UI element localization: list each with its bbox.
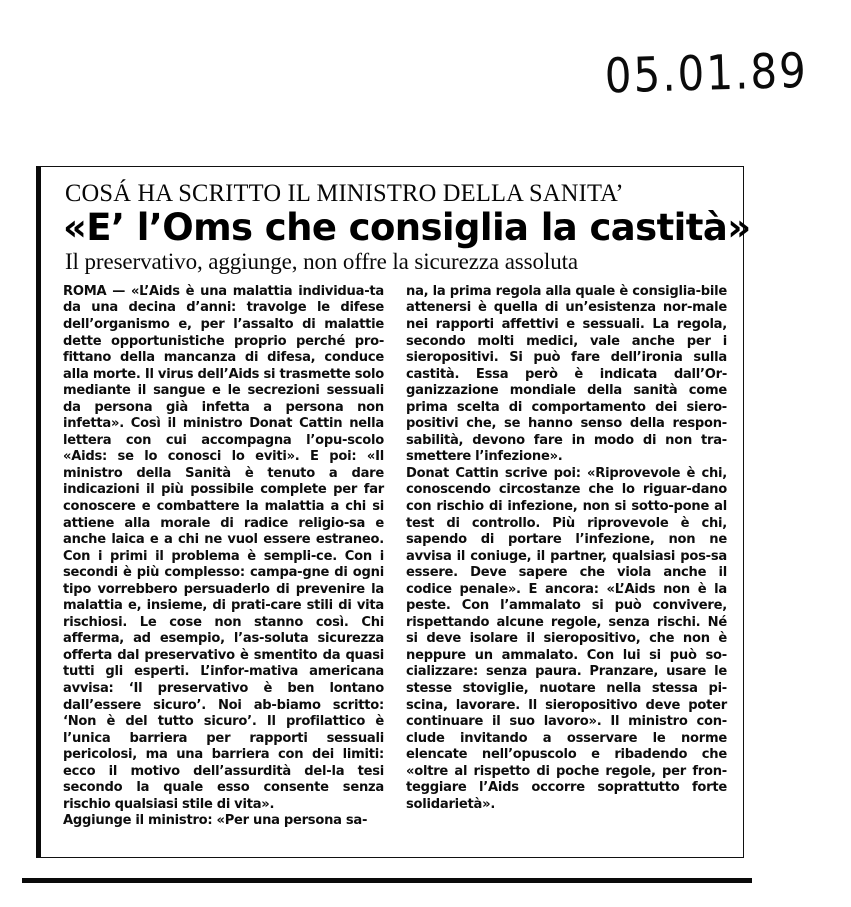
body-column-left: [63, 284, 384, 830]
newspaper-clipping: [36, 166, 751, 858]
body-paragraph: Donat Cattin scrive poi: «Riprovevole è chi, conoscendo circostanze che lo riguar-dano con rischio di infezione, non si sotto-pone al test di controllo. Più riprovevole è chi, sapendo di portare l’infezione, non ne avvisa il coniuge, il partner, qualsiasi pos-sa essere. Deve sapere che viola anche il codice penale». E ancora: «L’Aids non è la peste. Con l’ammalato si può convivere, rispettando alcune regole, senza rischi. Né si deve isolare il sieropositivo, che non è neppure un ammalato. Con lui si può so-cializzare: senza paura. Pranzare, usare le stesse stoviglie, nuotare nella stessa pi-scina, lavorare. Il sieropositivo deve poter continuare il suo lavoro». Il ministro con-clude invitando a osservare le norme elencate nell’opuscolo e ribadendo che «oltre al rispetto di poche regole, per fron-teggiare l’Aids occorre soprattutto forte solidarietà».: [406, 465, 727, 812]
handwritten-date-stamp: 05.01.89: [604, 42, 809, 104]
clipping-inner: [41, 167, 751, 836]
body-column-right: [406, 284, 727, 830]
body-paragraph: Aggiunge il ministro: «Per una persona sa-: [63, 813, 368, 829]
body-paragraph: na, la prima regola alla quale è consiglia-bile attenersi è quella di un’esistenza nor-male nei rapporti affettivi e sessuali. La regola, secondo molti medici, vale anche per i sieropositivi. Si può fare dell’ironia sulla castità. Essa però è indicata dall’Or-ganizzazione mondiale della sanità come prima scelta di comportamento dei siero-positivi che, se hanno senso della respon-sabilità, devono fare in modo di non tra-smettere l’infezione».: [406, 283, 727, 465]
page-bottom-rule: [22, 878, 752, 883]
article-subhead: Il preservativo, aggiunge, non offre la sicurezza assoluta: [65, 248, 578, 274]
article-kicker: COSÁ HA SCRITTO IL MINISTRO DELLA SANITA’: [65, 180, 624, 207]
article-body-columns: [55, 284, 731, 830]
body-paragraph: ROMA — «L’Aids è una malattia individua-ta da una decina d’anni: travolge le difese dell’organismo e, per l’assalto di malattie dette opportunistiche proprio perché pro-fittano della mancanza di difesa, conduce alla morte. Il virus dell’Aids si trasmette solo mediante il sangue e le secrezioni sessuali da persona già infetta a persona non infetta». Così il ministro Donat Cattin nella lettera con cui accompagna l’opu-scolo «Aids: se lo conosci lo eviti». E poi: «Il ministro della Sanità è tenuto a dare indicazioni il più possibile complete per far conoscere e combattere la malattia a chi si attiene alla morale di radice religio-sa e anche laica e a chi ne vuol essere estraneo. Con i primi il problema è sempli-ce. Con i secondi è più complesso: campa-gne di ogni tipo vorrebbero persuaderlo di prevenire la malattia e, insieme, di prati-care stili di vita rischiosi. Le cose non stanno così. Chi afferma, ad esempio, l’as-soluta sicurezza offerta dal preservativo è smentito da quasi tutti gli esperti. L’infor-mativa americana avvisa: ‘Il preservativo è ben lontano dall’essere sicuro’. Noi ab-biamo scritto: ‘Non è del tutto sicuro’. Il profilattico è l’unica barriera per rapporti sessuali pericolosi, ma una barriera con dei limiti: ecco il motivo dell’assurdità del-la tesi secondo la quale esso consente senza rischio qualsiasi stile di vita».: [63, 283, 384, 812]
article-headline: «E’ l’Oms che consiglia la castità»: [63, 206, 751, 249]
